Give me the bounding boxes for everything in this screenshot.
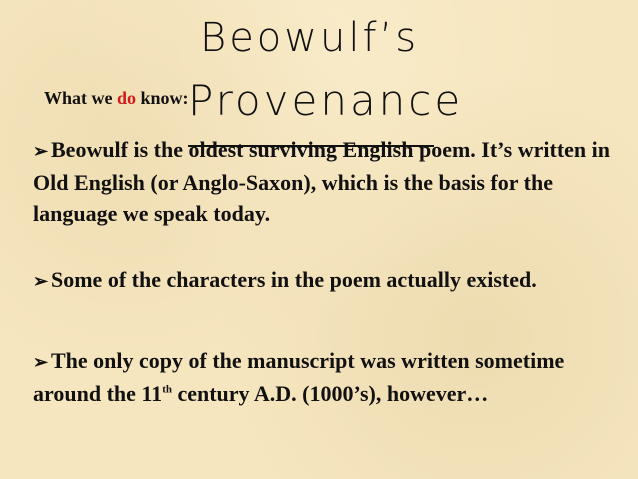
- bullet-1: [33, 134, 623, 229]
- bullet-1-text: Beowulf is the oldest surviving English poem. It’s written in Old English (or Anglo-Saxon), which is the basis for the language we speak today.: [33, 137, 611, 226]
- arrow-bullet-icon: ➢: [33, 141, 49, 161]
- title-line-2: Provenance: [188, 76, 464, 125]
- intro-highlight: do: [117, 88, 137, 108]
- intro-line: [44, 88, 189, 109]
- bullet-3-text-start: The only copy of the manuscript was written sometime around the 11: [33, 348, 565, 406]
- bullet-2-text: Some of the characters in the poem actually existed.: [51, 267, 537, 292]
- arrow-bullet-icon: ➢: [33, 352, 49, 372]
- bullet-3-text-end: century A.D. (1000’s), however…: [171, 381, 489, 406]
- bullet-2: [33, 264, 623, 297]
- bullet-3-superscript: th: [162, 383, 172, 396]
- intro-suffix: know:: [136, 88, 189, 108]
- title-line-1: Beowulf’s: [200, 15, 420, 61]
- arrow-bullet-icon: ➢: [33, 271, 49, 291]
- bullet-3: [33, 345, 623, 409]
- intro-prefix: What we: [44, 88, 117, 108]
